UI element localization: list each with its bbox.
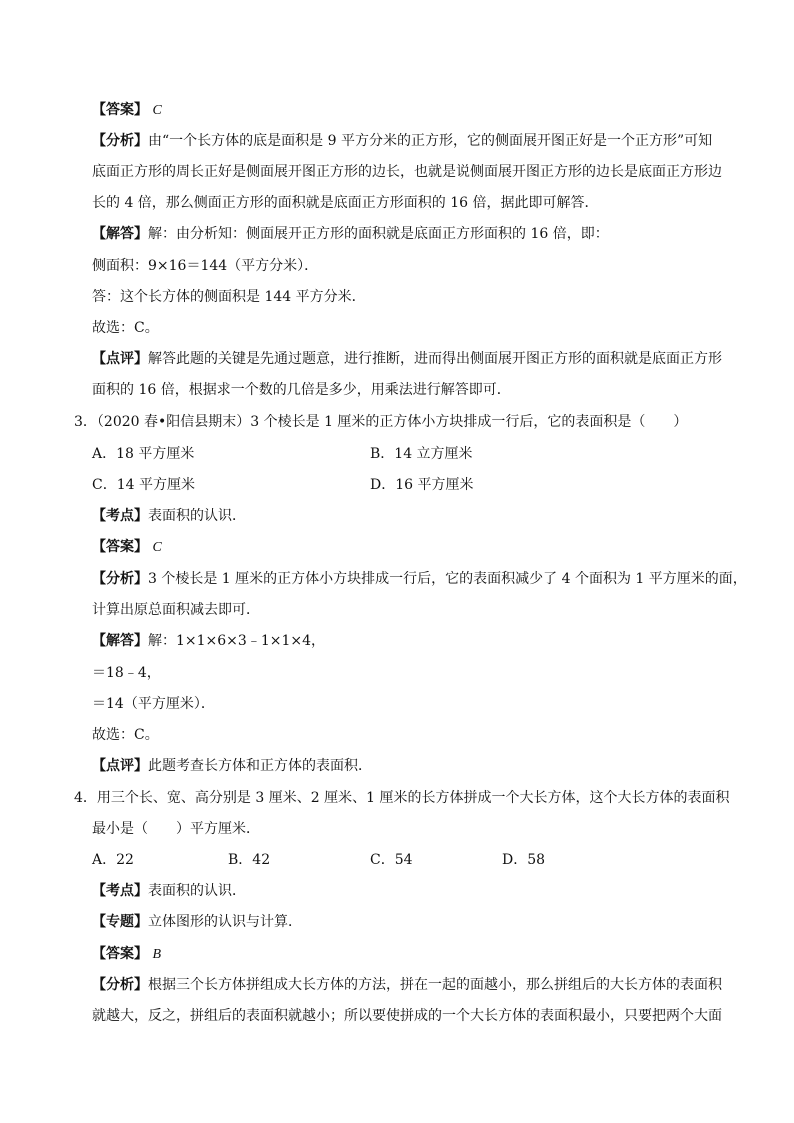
answer-line [92, 944, 161, 965]
answer-tag: 【答案】 [92, 946, 148, 962]
solution-text: 解：1×1×6×3﹣1×1×4， [148, 633, 326, 649]
analysis-line-1 [92, 975, 722, 995]
comment-line-1 [92, 349, 722, 369]
solution-line-1 [92, 224, 609, 244]
solution-tag: 【解答】 [92, 633, 148, 649]
answer-tag: 【答案】 [92, 102, 148, 118]
analysis-line-3: 长的 4 倍，那么侧面正方形的面积就是底面正方形面积的 16 倍，据此即可解答． [92, 195, 599, 211]
analysis-tag: 【分析】 [92, 977, 148, 993]
point-line [92, 506, 246, 526]
comment-text: 解答此题的关键是先通过题意，进行推断，进而得出侧面展开图正方形的面积就是底面正方形 [148, 351, 722, 367]
analysis-tag: 【分析】 [92, 571, 148, 587]
answer-value: C [152, 540, 162, 555]
question-text: （2020 春•阳信县期末）3 个棱长是 1 厘米的正方体小方块排成一行后，它的表面积是（ ） [96, 414, 688, 430]
option-b: B．42 [228, 852, 271, 868]
analysis-line-1 [92, 569, 747, 589]
analysis-text: 3 个棱长是 1 厘米的正方体小方块排成一行后，它的表面积减少了 4 个面积为 1 平方厘米的面， [148, 571, 747, 587]
topic-text: 立体图形的认识与计算． [148, 914, 302, 930]
answer-value: B [152, 947, 162, 962]
comment-text: 此题考查长方体和正方体的表面积． [148, 758, 372, 774]
question-number: 3． [74, 414, 97, 430]
point-tag: 【考点】 [92, 883, 148, 899]
point-line [92, 881, 246, 901]
solution-text: 解：由分析知：侧面展开正方形的面积就是底面正方形面积的 16 倍，即： [148, 226, 609, 242]
answer-line [92, 537, 162, 558]
solution-line-1 [92, 631, 325, 651]
option-a: A．22 [92, 852, 134, 868]
option-d: D．58 [502, 852, 546, 868]
answer-tag: 【答案】 [92, 539, 148, 555]
comment-line-2: 面积的 16 倍，根据求一个数的几倍是多少，用乘法进行解答即可． [92, 382, 511, 398]
question-3-stem [74, 412, 687, 432]
solution-line-2: 侧面积：9×16＝144（平方分米）． [92, 258, 319, 274]
answer-value: C [152, 103, 162, 118]
analysis-text: 由“一个长方体的底是面积是 9 平方分米的正方形，它的侧面展开图正好是一个正方形”可知 [148, 133, 713, 149]
analysis-line-2: 计算出原总面积减去即可． [92, 602, 260, 618]
answer-line [92, 100, 162, 121]
question-4-stem-2: 最小是（ ）平方厘米． [92, 821, 260, 837]
comment-tag: 【点评】 [92, 758, 148, 774]
analysis-text: 根据三个长方体拼组成大长方体的方法，拼在一起的面越小，那么拼组后的大长方体的表面积 [148, 977, 722, 993]
option-b: B．14 立方厘米 [370, 446, 473, 462]
option-a: A．18 平方厘米 [92, 446, 195, 462]
solution-line-3: ＝14（平方厘米）． [92, 696, 215, 712]
analysis-line-2: 底面正方形的周长正好是侧面展开图正方形的边长，也就是说侧面展开图正方形的边长是底面正方形边 [92, 164, 722, 180]
question-text: 用三个长、宽、高分别是 3 厘米、2 厘米、1 厘米的长方体拼成一个大长方体，这个大长方体的表面积 [96, 790, 730, 806]
analysis-line-1 [92, 131, 712, 151]
solution-line-4: 故选：C。 [92, 727, 159, 743]
analysis-tag: 【分析】 [92, 133, 148, 149]
option-c: C．54 [370, 852, 413, 868]
option-c: C．14 平方厘米 [92, 477, 195, 493]
question-4-stem-1 [74, 788, 729, 808]
point-text: 表面积的认识． [148, 883, 246, 899]
question-number: 4． [74, 790, 97, 806]
option-d: D．16 平方厘米 [370, 477, 474, 493]
analysis-line-2: 就越大，反之，拼组后的表面积就越小；所以要使拼成的一个大长方体的表面积最小，只要把两个大面 [92, 1008, 722, 1024]
comment-tag: 【点评】 [92, 351, 148, 367]
point-text: 表面积的认识． [148, 508, 246, 524]
solution-line-3: 答：这个长方体的侧面积是 144 平方分米． [92, 289, 366, 305]
topic-line [92, 912, 302, 932]
solution-line-4: 故选：C。 [92, 320, 159, 336]
solution-line-2: ＝18﹣4， [92, 665, 161, 681]
topic-tag: 【专题】 [92, 914, 148, 930]
solution-tag: 【解答】 [92, 226, 148, 242]
point-tag: 【考点】 [92, 508, 148, 524]
comment-line [92, 756, 372, 776]
